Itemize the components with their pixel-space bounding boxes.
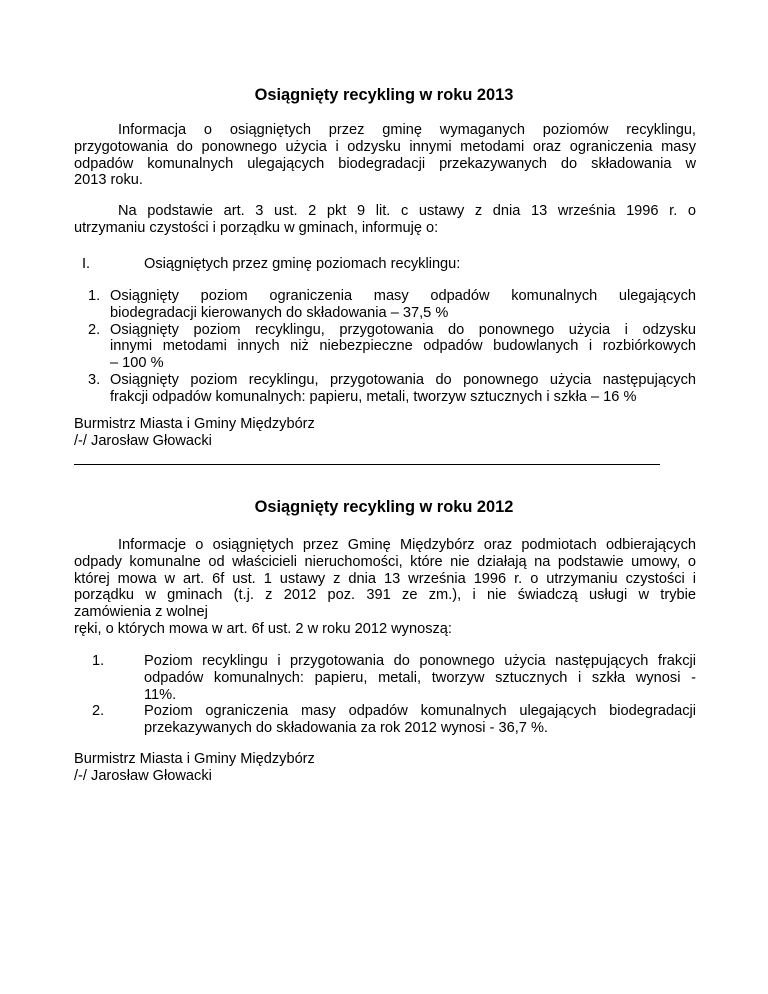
list-item [88, 372, 696, 406]
roman-heading-text: Osiągniętych przez gminę poziomach recyklingu: [144, 256, 461, 272]
intro-line: której mowa w art. 6f ust. 1 ustawy z dnia 13 września 1996 r. o utrzymaniu czystości i [74, 570, 696, 587]
intro-line: ręki, o których mowa w art. 6f ust. 2 w roku 2012 wynoszą: [74, 620, 452, 637]
list-item [88, 288, 696, 322]
section-2012-title: Osiągnięty recykling w roku 2012 [254, 498, 514, 516]
list-item-line: Osiągnięty poziom recyklingu, przygotowania do ponownego użycia następujących [110, 371, 696, 388]
list-item-number: 1. [92, 653, 105, 669]
list-item-line: Osiągnięty poziom ograniczenia masy odpadów komunalnych ulegających [110, 288, 696, 304]
list-item-number: 2. [88, 321, 101, 338]
list-item-line: 11%. [144, 686, 177, 703]
signature-title: Burmistrz Miasta i Gminy Międzybórz [74, 416, 315, 432]
list-item [82, 703, 696, 737]
basis-line: utrzymaniu czystości i porządku w gminach, informuję o: [74, 219, 439, 236]
basis-line: Na podstawie art. 3 ust. 2 pkt 9 lit. c ustawy z dnia 13 września 1996 r. o [118, 203, 696, 219]
list-item-number: 1. [88, 288, 101, 304]
list-item-number: 2. [92, 703, 105, 720]
list-item-line: biodegradacji kierowanych do składowania – 37,5 % [110, 304, 449, 321]
signature-title: Burmistrz Miasta i Gminy Międzybórz [74, 751, 315, 767]
section-2012-list [82, 653, 696, 737]
section-2013-title: Osiągnięty recykling w roku 2013 [254, 86, 514, 104]
signature-name: /-/ Jarosław Głowacki [74, 432, 212, 449]
intro-line: Informacja o osiągniętych przez gminę wymaganych poziomów recyklingu, [118, 122, 696, 138]
section-2012-signature [74, 751, 474, 785]
list-item-line: Osiągnięty poziom recyklingu, przygotowania do ponownego użycia i odzysku [110, 321, 696, 338]
list-item-line: innymi metodami innych niż niebezpieczne odpadów budowlanych i rozbiórkowych [110, 338, 696, 355]
signature-name: /-/ Jarosław Głowacki [74, 767, 212, 784]
section-2013-basis [74, 203, 696, 237]
list-item-line: przekazywanych do składowania za rok 2012 wynosi - 36,7 %. [144, 720, 548, 737]
intro-line: zamówienia z wolnej [74, 604, 208, 621]
list-item [82, 653, 696, 703]
list-item [88, 322, 696, 372]
intro-line: 2013 roku. [74, 172, 143, 189]
intro-line: odpady komunalne od właścicieli nieruchomości, które nie działają na podstawie umowy, o [74, 553, 696, 570]
roman-heading [82, 256, 696, 274]
section-2012-intro [74, 537, 696, 638]
intro-line: przygotowania do ponownego użycia i odzysku innymi metodami oraz ograniczenia masy [74, 138, 696, 155]
section-2013-list [88, 288, 696, 406]
roman-number: I. [82, 256, 91, 272]
section-2013-intro [74, 122, 696, 189]
intro-line: porządku w gminach (t.j. z 2012 poz. 391 ze zm.), i nie świadczą usługi w trybie [74, 587, 696, 604]
list-item-line: odpadów komunalnych: papieru, metali, tworzyw sztucznych i szkła wynosi - [144, 669, 696, 686]
intro-line: Informacje o osiągniętych przez Gminę Międzybórz oraz podmiotach odbierających [118, 537, 696, 553]
section-divider [74, 464, 660, 465]
list-item-line: Poziom recyklingu i przygotowania do ponownego użycia następujących frakcji [144, 653, 696, 669]
list-item-line: – 100 % [110, 355, 164, 372]
list-item-number: 3. [88, 371, 101, 388]
intro-line: odpadów komunalnych ulegających biodegradacji przekazywanych do składowania w [74, 155, 696, 172]
list-item-line: frakcji odpadów komunalnych: papieru, metali, tworzyw sztucznych i szkła – 16 % [110, 388, 637, 405]
section-2013-signature [74, 416, 474, 450]
list-item-line: Poziom ograniczenia masy odpadów komunalnych ulegających biodegradacji [144, 703, 696, 720]
